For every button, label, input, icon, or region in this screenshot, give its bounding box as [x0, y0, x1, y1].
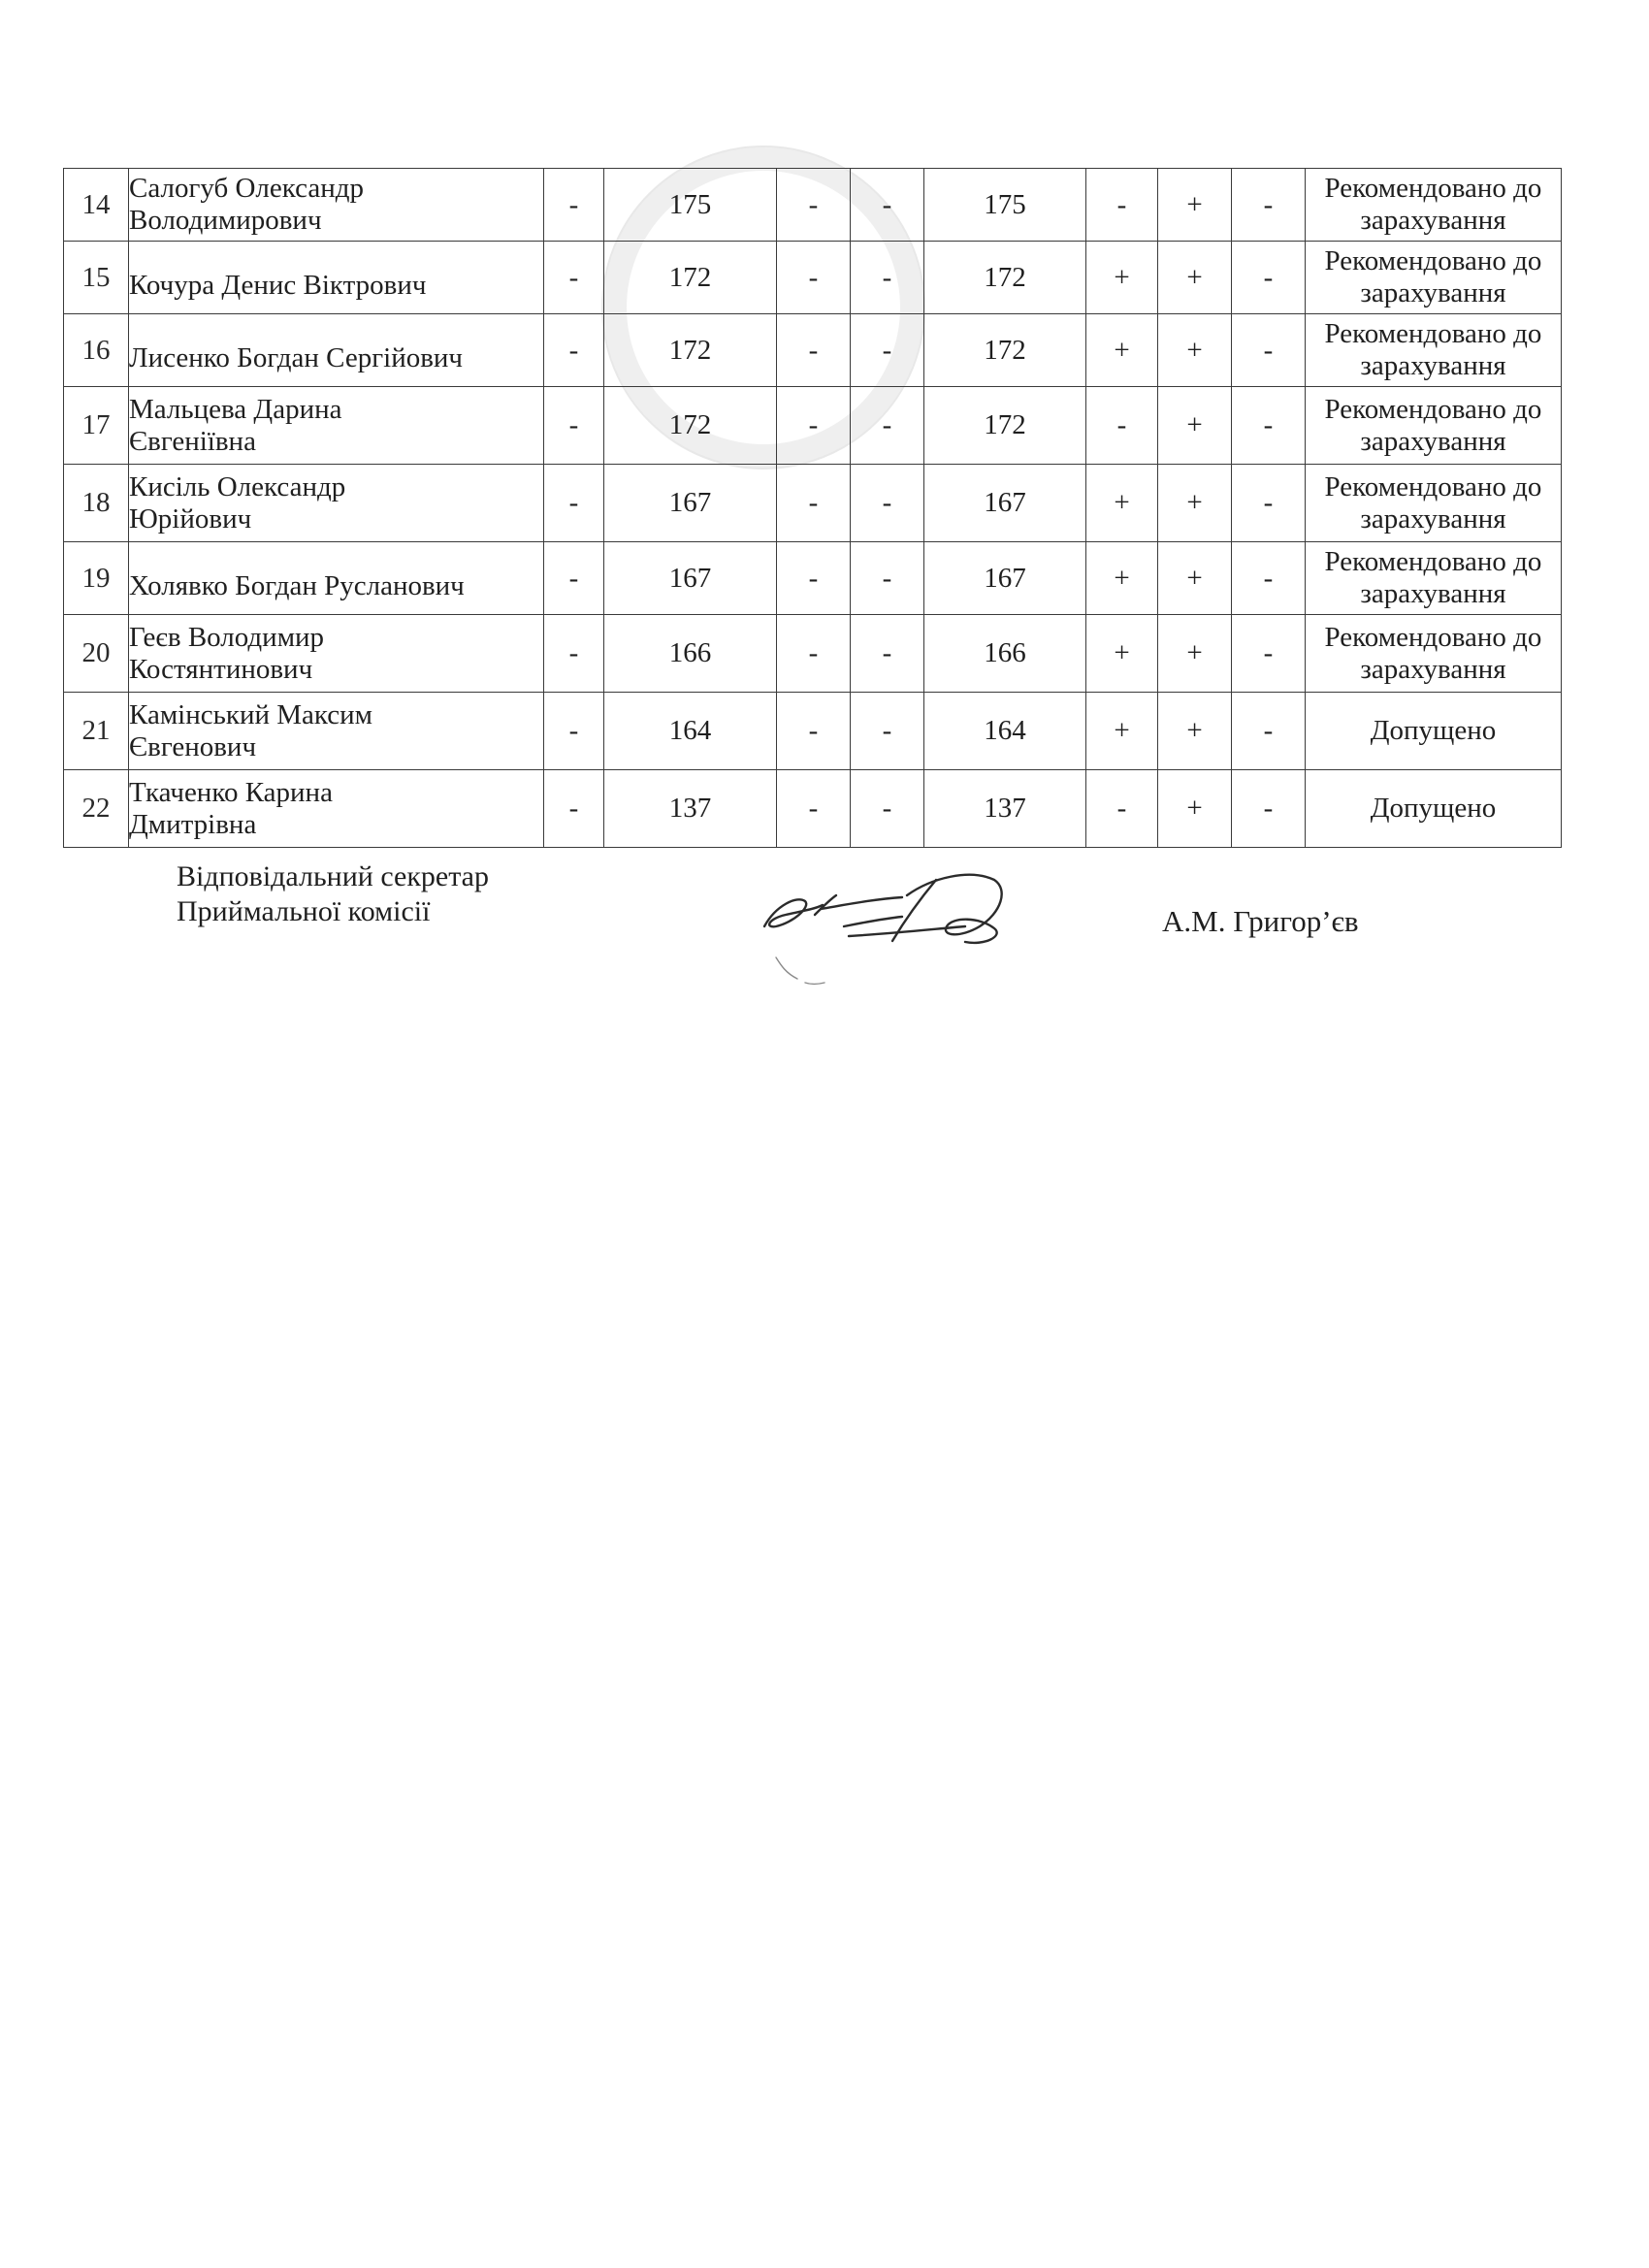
cell-dash: - [777, 693, 851, 770]
score-cell: 167 [604, 465, 777, 542]
cell-dash: - [544, 242, 604, 314]
cell-dash: - [544, 615, 604, 693]
score-cell: 167 [604, 542, 777, 615]
status-cell [1306, 387, 1562, 465]
total-score-cell: 172 [924, 387, 1086, 465]
score-cell: 175 [604, 169, 777, 242]
position-line: Приймальної комісії [177, 895, 431, 927]
cell-dash: - [851, 314, 924, 387]
name-line: Холявко Богдан Русланович [129, 569, 465, 601]
name-line: Геєв Володимир [129, 621, 325, 653]
cell-dash: - [851, 169, 924, 242]
status-line: зарахування [1360, 578, 1506, 609]
status-cell [1306, 770, 1562, 848]
signer-name: А.М. Григор’єв [1162, 904, 1359, 938]
cell-dash: - [777, 314, 851, 387]
status-line: зарахування [1360, 425, 1506, 457]
name-line: Євгенович [129, 730, 257, 762]
applicant-name [129, 615, 544, 693]
mark-cell: - [1232, 465, 1306, 542]
cell-dash: - [851, 387, 924, 465]
status-line: Допущено [1370, 793, 1497, 824]
status-line: Рекомендовано до [1324, 546, 1542, 577]
mark-cell: + [1086, 242, 1158, 314]
row-number: 16 [64, 314, 129, 387]
name-line: Салогуб Олександр [129, 173, 364, 204]
total-score-cell: 172 [924, 314, 1086, 387]
table-row [64, 242, 1562, 314]
name-line: Кисіль Олександр [129, 470, 346, 502]
row-number: 19 [64, 542, 129, 615]
row-number: 15 [64, 242, 129, 314]
mark-cell: - [1232, 770, 1306, 848]
applicant-name [129, 387, 544, 465]
row-number: 22 [64, 770, 129, 848]
mark-cell: - [1232, 314, 1306, 387]
cell-dash: - [851, 615, 924, 693]
status-line: Рекомендовано до [1324, 621, 1542, 653]
row-number: 21 [64, 693, 129, 770]
position-line: Відповідальний секретар [177, 860, 490, 892]
score-cell: 172 [604, 387, 777, 465]
applicant-name [129, 314, 544, 387]
status-cell [1306, 242, 1562, 314]
applicant-name [129, 169, 544, 242]
mark-cell: + [1158, 615, 1232, 693]
applicant-name [129, 542, 544, 615]
table-row [64, 542, 1562, 615]
status-line: Рекомендовано до [1324, 173, 1542, 204]
table-row [64, 693, 1562, 770]
applicant-name [129, 242, 544, 314]
cell-dash: - [544, 465, 604, 542]
mark-cell: + [1158, 542, 1232, 615]
status-line: Рекомендовано до [1324, 393, 1542, 425]
score-cell: 164 [604, 693, 777, 770]
mark-cell: + [1086, 615, 1158, 693]
cell-dash: - [544, 770, 604, 848]
mark-cell: - [1086, 770, 1158, 848]
mark-cell: + [1158, 465, 1232, 542]
table-row [64, 387, 1562, 465]
applicant-name [129, 770, 544, 848]
cell-dash: - [851, 542, 924, 615]
mark-cell: + [1086, 314, 1158, 387]
mark-cell: - [1086, 169, 1158, 242]
table-row [64, 770, 1562, 848]
signer-position [177, 859, 489, 929]
name-line: Кочура Денис Віктрович [129, 269, 427, 301]
status-cell [1306, 542, 1562, 615]
cell-dash: - [777, 465, 851, 542]
mark-cell: - [1232, 693, 1306, 770]
table-body [64, 169, 1562, 848]
table-row [64, 169, 1562, 242]
status-cell [1306, 169, 1562, 242]
name-line: Лисенко Богдан Сергійович [129, 341, 464, 373]
status-cell [1306, 465, 1562, 542]
total-score-cell: 164 [924, 693, 1086, 770]
row-number: 14 [64, 169, 129, 242]
cell-dash: - [544, 693, 604, 770]
total-score-cell: 167 [924, 465, 1086, 542]
status-line: Рекомендовано до [1324, 245, 1542, 276]
mark-cell: - [1232, 169, 1306, 242]
mark-cell: + [1158, 693, 1232, 770]
mark-cell: + [1086, 465, 1158, 542]
status-line: зарахування [1360, 205, 1506, 236]
total-score-cell: 137 [924, 770, 1086, 848]
mark-cell: - [1086, 387, 1158, 465]
score-cell: 166 [604, 615, 777, 693]
cell-dash: - [851, 693, 924, 770]
mark-cell: - [1232, 542, 1306, 615]
handwritten-signature [747, 859, 1086, 1004]
score-cell: 137 [604, 770, 777, 848]
name-line: Дмитрівна [129, 808, 257, 840]
status-cell [1306, 615, 1562, 693]
cell-dash: - [544, 542, 604, 615]
cell-dash: - [544, 314, 604, 387]
table-row [64, 615, 1562, 693]
row-number: 17 [64, 387, 129, 465]
mark-cell: + [1086, 693, 1158, 770]
mark-cell: - [1232, 387, 1306, 465]
mark-cell: + [1158, 387, 1232, 465]
total-score-cell: 175 [924, 169, 1086, 242]
cell-dash: - [777, 242, 851, 314]
applicant-name [129, 693, 544, 770]
score-cell: 172 [604, 242, 777, 314]
status-line: зарахування [1360, 653, 1506, 685]
name-line: Мальцева Дарина [129, 393, 342, 425]
mark-cell: + [1158, 169, 1232, 242]
name-line: Камінський Максим [129, 698, 373, 730]
mark-cell: - [1232, 242, 1306, 314]
table-row [64, 465, 1562, 542]
cell-dash: - [777, 387, 851, 465]
status-line: Рекомендовано до [1324, 318, 1542, 349]
cell-dash: - [544, 169, 604, 242]
applicants-table [63, 168, 1562, 848]
total-score-cell: 166 [924, 615, 1086, 693]
cell-dash: - [851, 770, 924, 848]
mark-cell: - [1232, 615, 1306, 693]
status-cell [1306, 314, 1562, 387]
score-cell: 172 [604, 314, 777, 387]
status-line: зарахування [1360, 502, 1506, 535]
name-line: Костянтинович [129, 653, 313, 685]
status-line: зарахування [1360, 350, 1506, 381]
cell-dash: - [777, 770, 851, 848]
status-line: зарахування [1360, 277, 1506, 308]
total-score-cell: 167 [924, 542, 1086, 615]
mark-cell: + [1158, 242, 1232, 314]
table-row [64, 314, 1562, 387]
name-line: Володимирович [129, 205, 322, 236]
row-number: 18 [64, 465, 129, 542]
status-line: Рекомендовано до [1324, 470, 1542, 502]
cell-dash: - [544, 387, 604, 465]
mark-cell: + [1158, 314, 1232, 387]
cell-dash: - [777, 169, 851, 242]
cell-dash: - [851, 465, 924, 542]
cell-dash: - [851, 242, 924, 314]
mark-cell: + [1086, 542, 1158, 615]
cell-dash: - [777, 542, 851, 615]
status-cell [1306, 693, 1562, 770]
name-line: Євгеніївна [129, 425, 256, 457]
applicant-name [129, 465, 544, 542]
mark-cell: + [1158, 770, 1232, 848]
total-score-cell: 172 [924, 242, 1086, 314]
name-line: Юрійович [129, 502, 252, 535]
cell-dash: - [777, 615, 851, 693]
row-number: 20 [64, 615, 129, 693]
status-line: Допущено [1370, 715, 1497, 746]
name-line: Ткаченко Карина [129, 776, 333, 808]
